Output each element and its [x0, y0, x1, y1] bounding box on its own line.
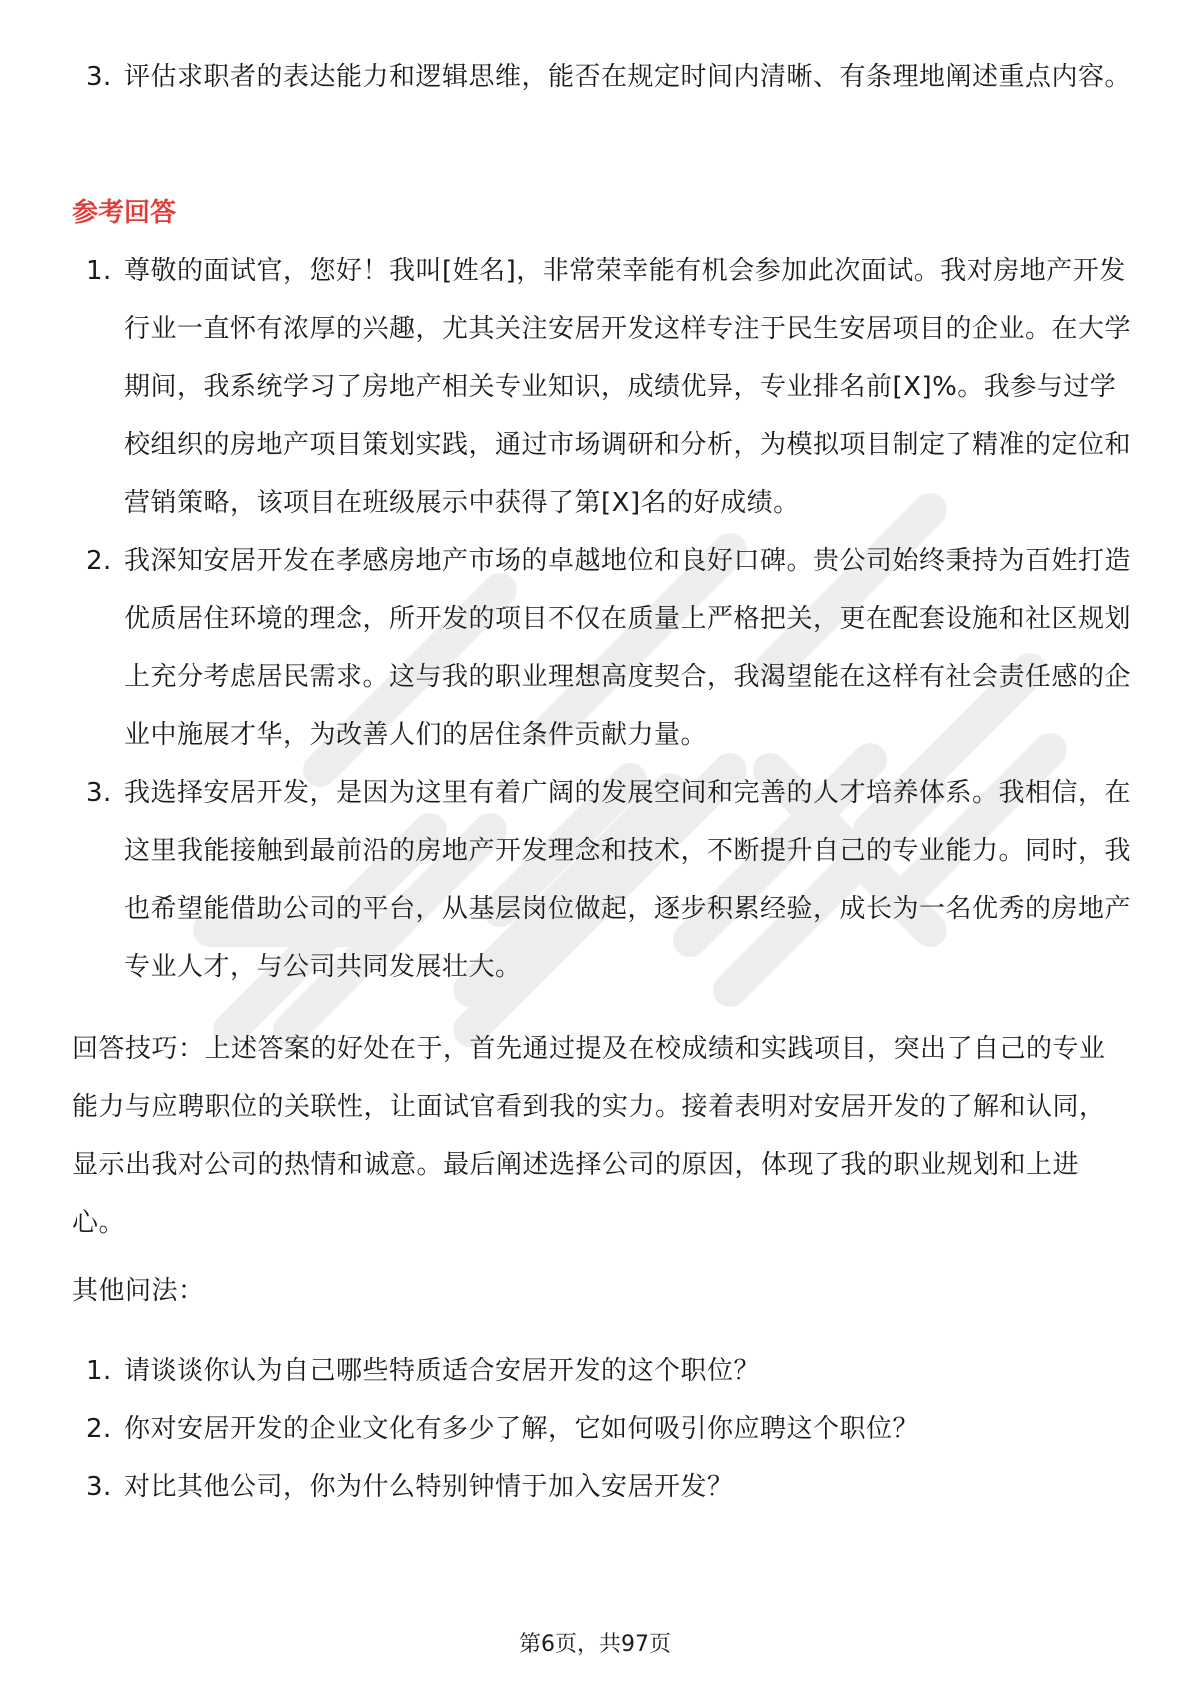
- list-item-text: 请谈谈你认为自己哪些特质适合安居开发的这个职位？: [124, 1356, 761, 1386]
- list-item: [72, 1458, 1132, 1516]
- list-item-number: 3.: [86, 778, 112, 808]
- list-item-text: 你对安居开发的企业文化有多少了解，它如何吸引你应聘这个职位？: [124, 1414, 920, 1444]
- list-item: [72, 242, 1132, 532]
- reference-answer-list: [72, 242, 1132, 996]
- top-list: [72, 48, 1132, 106]
- other-questions-heading: 其他问法：: [72, 1276, 205, 1306]
- reference-answer-heading: 参考回答: [72, 198, 177, 228]
- list-item-text: 对比其他公司，你为什么特别钟情于加入安居开发？: [124, 1472, 734, 1502]
- list-item: [72, 1400, 1132, 1458]
- list-item: [72, 532, 1132, 764]
- list-item-number: 2.: [86, 1414, 112, 1444]
- list-item-number: 3.: [86, 1472, 112, 1502]
- list-item-text: 我深知安居开发在孝感房地产市场的卓越地位和良好口碑。贵公司始终秉持为百姓打造优质居住环境的理念，所开发的项目不仅在质量上严格把关，更在配套设施和社区规划上充分考虑居民需求。这与我的职业理想高度契合，我渴望能在这样有社会责任感的企业中施展才华，为改善人们的居住条件贡献力量。: [124, 546, 1132, 750]
- list-item-number: 1.: [86, 256, 112, 286]
- list-item-number: 1.: [86, 1356, 112, 1386]
- page-footer: 第6页，共97页: [519, 1632, 671, 1657]
- list-item: [72, 764, 1132, 996]
- list-item: [72, 1342, 1132, 1400]
- list-item-text: 评估求职者的表达能力和逻辑思维，能否在规定时间内清晰、有条理地阐述重点内容。: [124, 62, 1132, 92]
- list-item-text: 尊敬的面试官，您好！我叫[姓名]，非常荣幸能有机会参加此次面试。我对房地产开发行业一直怀有浓厚的兴趣，尤其关注安居开发这样专注于民生安居项目的企业。在大学期间，我系统学习了房地产相关专业知识，成绩优异，专业排名前[X]%。我参与过学校组织的房地产项目策划实践，通过市场调研和分析，为模拟项目制定了精准的定位和营销策略，该项目在班级展示中获得了第[X]名的好成绩。: [124, 256, 1132, 518]
- list-item-number: 3.: [86, 62, 112, 92]
- other-questions-list: [72, 1342, 1132, 1516]
- list-item-text: 我选择安居开发，是因为这里有着广阔的发展空间和完善的人才培养体系。我相信，在这里我能接触到最前沿的房地产开发理念和技术，不断提升自己的专业能力。同时，我也希望能借助公司的平台，从基层岗位做起，逐步积累经验，成长为一名优秀的房地产专业人才，与公司共同发展壮大。: [124, 778, 1132, 982]
- list-item-number: 2.: [86, 546, 112, 576]
- answer-tips-paragraph: 回答技巧：上述答案的好处在于，首先通过提及在校成绩和实践项目，突出了自己的专业能力与应聘职位的关联性，让面试官看到我的实力。接着表明对安居开发的了解和认同，显示出我对公司的热情和诚意。最后阐述选择公司的原因，体现了我的职业规划和上进心。: [72, 1034, 1106, 1238]
- list-item: [72, 48, 1132, 106]
